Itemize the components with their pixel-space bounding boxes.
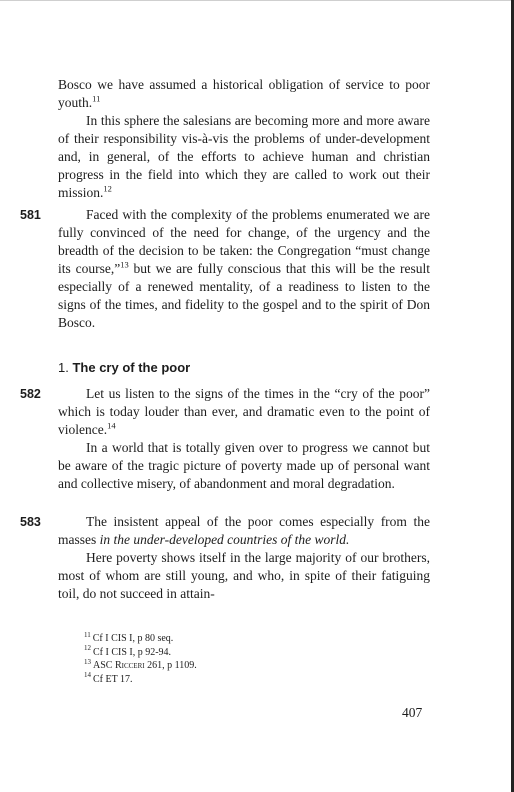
footnote-ref: 11 <box>92 93 101 104</box>
opening-block <box>58 76 430 202</box>
footnote-ref: 14 <box>107 420 116 431</box>
paragraph-text: Bosco we have assumed a historical obligation of service to poor youth. <box>58 77 430 110</box>
paragraph-text: Let us listen to the signs of the times in the “cry of the poor” which is today louder than ever, and dramatic even to the point of violence. <box>58 386 430 437</box>
paragraph-582 <box>58 385 430 493</box>
footnote-number: 13 <box>84 657 91 666</box>
footnotes <box>84 632 197 686</box>
page-number: 407 <box>402 705 423 720</box>
continuation-paragraph <box>58 76 430 112</box>
footnote-number: 12 <box>84 644 91 653</box>
paragraph-text: Faced with the complexity of the problems enumerated we are fully convinced of the need for change, of the urgency and the breadth of the decision to be taken: the Congregation “must change its course,” <box>58 207 430 276</box>
page-top-edge <box>0 0 514 1</box>
italic-phrase: in the under-developed countries of the world. <box>99 532 350 547</box>
footnote <box>84 646 197 660</box>
margin-number-581: 581 <box>20 208 41 222</box>
paragraph-text: In this sphere the salesians are becoming more and more aware of their responsibility vis-à-vis the problems of under-development and, in general, of the efforts to achieve human and christian progress in the field into which they are called to work out their mission. <box>58 113 430 200</box>
footnote-number: 11 <box>84 630 91 639</box>
footnote-text: 261, p 1109. <box>147 660 197 671</box>
footnote-smallcaps: Ricceri <box>114 660 145 671</box>
paragraph <box>58 112 430 202</box>
paragraph-583 <box>58 513 430 603</box>
paragraph-581 <box>58 206 430 332</box>
footnote <box>84 673 197 687</box>
paragraph-text: In a world that is totally given over to progress we cannot but be aware of the tragic picture of poverty made up of personal want and collective misery, of abandonment and moral degradation. <box>58 440 430 491</box>
footnote-ref: 12 <box>103 183 112 194</box>
footnote-text: Cf I CIS I, p 92-94. <box>93 646 172 658</box>
footnote-number: 14 <box>84 671 91 680</box>
section-title: The cry of the poor <box>72 360 191 375</box>
margin-number-582: 582 <box>20 387 41 401</box>
margin-number-583: 583 <box>20 515 41 529</box>
footnote <box>84 632 197 646</box>
paragraph-text: but we are fully conscious that this will be the result especially of a renewed mentality, of a readiness to listen to the signs of the times, and fidelity to the gospel and to the spirit of Don Bosco. <box>58 261 430 330</box>
footnote <box>84 659 197 673</box>
section-number: 1. <box>58 360 69 375</box>
section-heading <box>58 360 190 375</box>
paragraph-text: Here poverty shows itself in the large majority of our brothers, most of whom are still young, and who, in spite of their fatiguing toil, do not succeed in attain- <box>58 550 430 601</box>
paragraph-text: The insistent appeal of the poor comes especially from the masses <box>58 514 430 547</box>
footnote-text: Cf I CIS I, p 80 seq. <box>92 633 174 644</box>
footnote-text: ASC <box>93 660 113 671</box>
footnote-text: Cf ET 17. <box>93 673 133 685</box>
footnote-ref: 13 <box>120 259 129 270</box>
